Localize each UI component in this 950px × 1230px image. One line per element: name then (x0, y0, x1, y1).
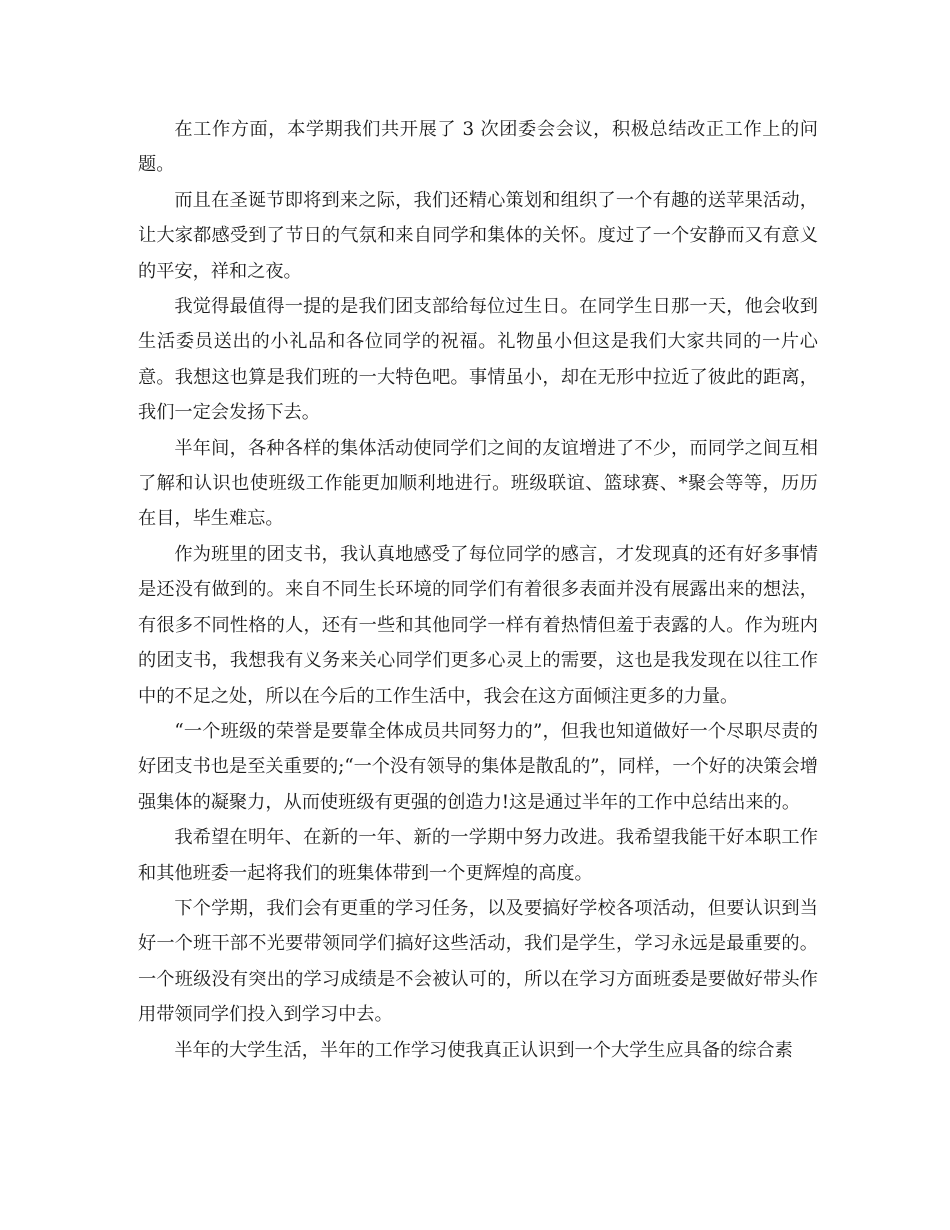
paragraph-next-year-hopes: 我希望在明年、在新的一年、新的一学期中努力改进。我希望我能干好本职工作和其他班委一起将我们的班集体带到一个更辉煌的高度。 (138, 827, 818, 884)
paragraph-collective-activities: 半年间，各种各样的集体活动使同学们之间的友谊增进了不少，而同学之间互相了解和认识也使班级工作能更加顺利地进行。班级联谊、篮球赛、*聚会等等，历历在目，毕生难忘。 (138, 437, 818, 530)
paragraph-work-meetings: 在工作方面，本学期我们共开展了 3 次团委会会议，积极总结改正工作上的问题。 (138, 119, 818, 176)
paragraph-university-life: 半年的大学生活，半年的工作学习使我真正认识到一个大学生应具备的综合素 (174, 1039, 793, 1061)
paragraph-league-secretary: 作为班里的团支书，我认真地感受了每位同学的感言，才发现真的还有好多事情是还没有做到的。来自不同生长环境的同学们有着很多表面并没有展露出来的想法，有很多不同性格的人，还有一些和其他同学一样有着热情但羞于表露的人。作为班内的团支书，我想我有义务来关心同学们更多心灵上的需要，这也是我发现在以往工作中的不足之处，所以在今后的工作生活中，我会在这方面倾注更多的力量。 (138, 543, 818, 707)
paragraph-next-semester-study: 下个学期，我们会有更重的学习任务，以及要搞好学校各项活动，但要认识到当好一个班干部不光要带领同学们搞好这些活动，我们是学生，学习永远是最重要的。一个班级没有突出的学习成绩是不会被认可的，所以在学习方面班委是要做好带头作用带领同学们投入到学习中去。 (138, 897, 818, 1026)
paragraph-class-honor: “一个班级的荣誉是要靠全体成员共同努力的”，但我也知道做好一个尽职尽责的好团支书也是至关重要的;“一个没有领导的集体是散乱的”，同样，一个好的决策会增强集体的凝聚力，从而使班级有更强的创造力!这是通过半年的工作中总结出来的。 (138, 720, 818, 813)
paragraph-christmas-activity: 而且在圣诞节即将到来之际，我们还精心策划和组织了一个有趣的送苹果活动，让大家都感受到了节日的气氛和来自同学和集体的关怀。度过了一个安静而又有意义的平安，祥和之夜。 (138, 189, 818, 282)
document-body (138, 112, 818, 1068)
paragraph-birthdays: 我觉得最值得一提的是我们团支部给每位过生日。在同学生日那一天，他会收到生活委员送出的小礼品和各位同学的祝福。礼物虽小但这是我们大家共同的一片心意。我想这也算是我们班的一大特色吧。事情虽小，却在无形中拉近了彼此的距离，我们一定会发扬下去。 (138, 296, 818, 424)
